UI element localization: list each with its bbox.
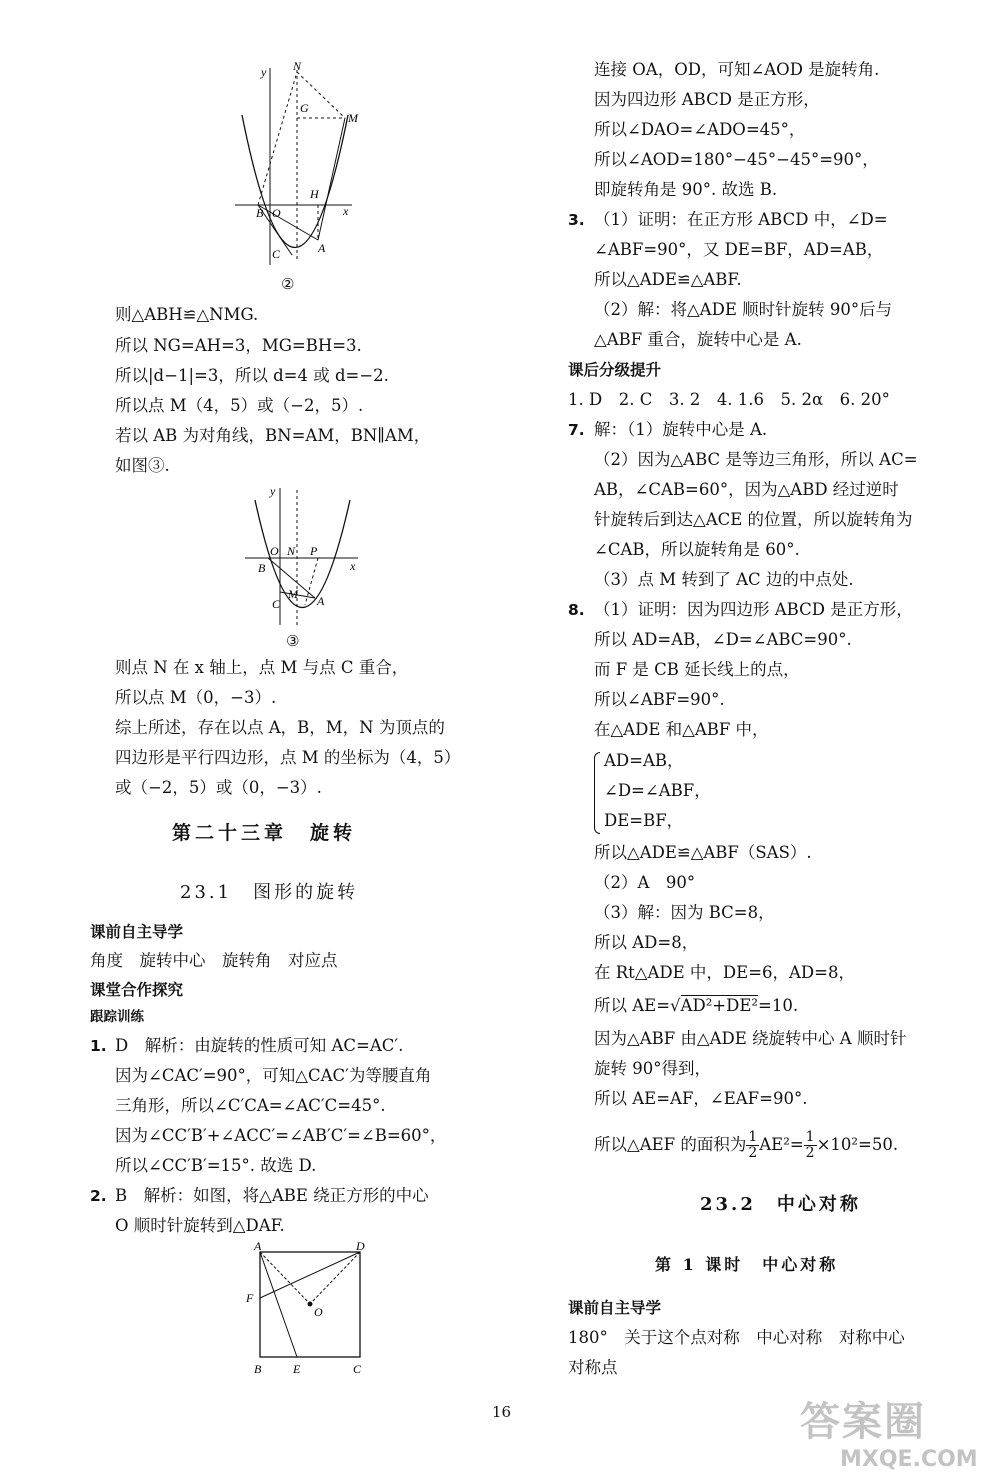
text-line: 因为△ABF 由△ADE 绕旋转中心 A 顺时针 bbox=[594, 1029, 907, 1048]
text-line: 四边形是平行四边形，点 M 的坐标为（4，5） bbox=[115, 748, 461, 767]
text-line: 所以点 M（0，−3）. bbox=[115, 688, 277, 707]
ae-root: AD²+DE² bbox=[680, 996, 759, 1015]
question-number: 3. bbox=[568, 211, 585, 229]
fig3-label-a: A bbox=[317, 594, 325, 608]
chapter-title: 第二十三章 旋转 bbox=[172, 822, 357, 844]
text-line: 解：（1）旋转中心是 A. bbox=[594, 420, 768, 439]
text-line: 则点 N 在 x 轴上，点 M 与点 C 重合， bbox=[115, 658, 409, 677]
fig3-label-b: B bbox=[258, 561, 266, 575]
text-line: 所以|d−1|=3，所以 d=4 或 d=−2. bbox=[115, 366, 389, 385]
text-line: 所以∠ABF=90°. bbox=[594, 690, 725, 709]
fig2-label-n: N bbox=[293, 60, 302, 73]
text-line: （2）A 90° bbox=[594, 873, 696, 892]
ae-formula bbox=[594, 996, 798, 1016]
watermark bbox=[800, 1390, 995, 1472]
section-title-23-2: 23.2 中心对称 bbox=[700, 1194, 861, 1215]
figure-square-rotation bbox=[240, 1240, 370, 1380]
text-line: 所以 NG=AH=3，MG=BH=3. bbox=[115, 336, 362, 355]
fig2-label-x: x bbox=[343, 204, 349, 218]
area-suffix: ×10²=50. bbox=[816, 1135, 899, 1154]
equation-system-brace bbox=[594, 752, 600, 834]
question-number: 8. bbox=[568, 601, 585, 619]
heading-preview: 课前自主导学 bbox=[90, 923, 184, 941]
text-line: 在△ADE 和△ABF 中， bbox=[594, 720, 769, 739]
fig3-label-c: C bbox=[272, 597, 281, 611]
fig3-label-p: P bbox=[310, 544, 318, 558]
figure-2-parabola bbox=[230, 60, 370, 275]
text-line: 综上所述，存在以点 A，B，M，N 为顶点的 bbox=[115, 718, 445, 737]
watermark-url: MXQE.COM bbox=[840, 1447, 978, 1472]
sq-label-a: A bbox=[254, 1240, 262, 1253]
section-title-23-1: 23.1 图形的旋转 bbox=[180, 882, 359, 903]
text-line: 因为∠CC′B′+∠ACC′=∠AB′C′=∠B=60°， bbox=[115, 1126, 447, 1145]
figure-3-parabola bbox=[240, 480, 370, 630]
text-line: （3）点 M 转到了 AC 边的中点处. bbox=[594, 570, 854, 589]
question-number: 1. bbox=[90, 1037, 107, 1055]
system-line: DE=BF， bbox=[604, 811, 684, 830]
text-line: 在 Rt△ADE 中，DE=6，AD=8， bbox=[594, 963, 855, 982]
sq-label-e: E bbox=[293, 1362, 301, 1376]
text-line: 连接 OA，OD，可知∠AOD 是旋转角. bbox=[594, 60, 880, 79]
text-line: B 解析：如图，将△ABE 绕正方形的中心 bbox=[115, 1186, 429, 1205]
lesson-title: 第 1 课时 中心对称 bbox=[655, 1255, 839, 1274]
fig2-label-y: y bbox=[261, 65, 267, 79]
text-line: （1）证明：在正方形 ABCD 中，∠D= bbox=[594, 210, 888, 229]
fig2-label-h: H bbox=[310, 187, 319, 201]
fig2-label-b: B bbox=[256, 206, 264, 220]
text-line: 所以∠CC′B′=15°. 故选 D. bbox=[115, 1156, 317, 1175]
text-line: （2）解：将△ADE 顺时针旋转 90°后与 bbox=[594, 300, 893, 319]
fig2-label-m: M bbox=[348, 111, 358, 125]
text-line: 而 F 是 CB 延长线上的点， bbox=[594, 660, 800, 679]
text-line: 若以 AB 为对角线，BN=AM，BN∥AM， bbox=[115, 426, 431, 445]
text-line: 三角形，所以∠C′CA=∠AC′C=45°. bbox=[115, 1096, 386, 1115]
sqrt-sign: √ bbox=[670, 996, 681, 1015]
ae-suffix: =10. bbox=[758, 996, 799, 1015]
text-line: 所以△ADE≌△ABF. bbox=[594, 270, 742, 289]
text-line: △ABF 重合，旋转中心是 A. bbox=[594, 330, 802, 349]
fig2-label-c: C bbox=[272, 247, 281, 261]
heading-preview: 课前自主导学 bbox=[568, 1299, 662, 1317]
text-line: 所以∠AOD=180°−45°−45°=90°， bbox=[594, 150, 879, 169]
question-number: 7. bbox=[568, 421, 585, 439]
fraction-one-half: $\frac{1}{2}$ bbox=[805, 1129, 815, 1161]
text-line: O 顺时针旋转到△DAF. bbox=[115, 1216, 285, 1235]
question-number: 2. bbox=[90, 1187, 107, 1205]
heading-track-training: 跟踪训练 bbox=[90, 1009, 144, 1025]
text-line: ∠CAB，所以旋转角是 60°. bbox=[594, 540, 800, 559]
text-line: （1）证明：因为四边形 ABCD 是正方形， bbox=[594, 600, 913, 619]
fig3-label-x: x bbox=[350, 559, 356, 573]
fig3-label-m: M bbox=[288, 587, 298, 601]
sq-label-b: B bbox=[254, 1362, 262, 1376]
text-line: 所以点 M（4，5）或（−2，5）. bbox=[115, 396, 364, 415]
sq-label-d: D bbox=[356, 1240, 365, 1253]
area-formula bbox=[594, 1128, 898, 1162]
fig3-label-y: y bbox=[270, 484, 276, 498]
text-line: 旋转 90°得到， bbox=[594, 1059, 711, 1078]
sq-label-c: C bbox=[353, 1362, 362, 1376]
text-line: 所以 AD=AB，∠D=∠ABC=90°. bbox=[594, 630, 852, 649]
text-line: 所以△ADE≌△ABF（SAS）. bbox=[594, 843, 812, 862]
text-line: （2）因为△ABC 是等边三角形，所以 AC= bbox=[594, 450, 918, 469]
text-line: 即旋转角是 90°. 故选 B. bbox=[594, 180, 778, 199]
sq-label-o: O bbox=[314, 1305, 323, 1319]
figure-2-caption: ② bbox=[281, 275, 295, 293]
preview-answers: 角度 旋转中心 旋转角 对应点 bbox=[90, 951, 338, 970]
fig3-label-n: N bbox=[287, 544, 296, 558]
sq-label-f: F bbox=[246, 1291, 254, 1305]
fig2-label-g: G bbox=[300, 101, 309, 115]
text-line: 所以∠DAO=∠ADO=45°， bbox=[594, 120, 806, 139]
text-line: AB，∠CAB=60°，因为△ABD 经过逆时 bbox=[594, 480, 899, 499]
heading-class-explore: 课堂合作探究 bbox=[90, 981, 184, 999]
fraction-one-half: $\frac{1}{2}$ bbox=[748, 1129, 758, 1161]
ae-prefix: 所以 AE= bbox=[594, 996, 671, 1015]
answers-1-6: 1. D 2. C 3. 2 4. 1.6 5. 2α 6. 20° bbox=[568, 390, 890, 409]
page-number: 16 bbox=[492, 1403, 512, 1421]
figure-3-caption: ③ bbox=[286, 632, 300, 650]
fig2-label-o: O bbox=[272, 206, 281, 220]
preview-answers: 180° 关于这个点对称 中心对称 对称中心 bbox=[568, 1328, 905, 1347]
text-line: 因为∠CAC′=90°，可知△CAC′为等腰直角 bbox=[115, 1066, 432, 1085]
text-line: D 解析：由旋转的性质可知 AC=AC′. bbox=[115, 1036, 404, 1055]
text-line: 因为四边形 ABCD 是正方形， bbox=[594, 90, 820, 109]
area-mid: AE²= bbox=[759, 1135, 804, 1154]
text-line: 针旋转后到达△ACE 的位置，所以旋转角为 bbox=[594, 510, 913, 529]
fig2-label-a: A bbox=[318, 241, 326, 255]
text-line: 如图③. bbox=[115, 456, 170, 475]
text-line: 或（−2，5）或（0，−3）. bbox=[115, 778, 322, 797]
text-line: （3）解：因为 BC=8， bbox=[594, 903, 775, 922]
preview-answers: 对称点 bbox=[568, 1358, 618, 1377]
fig3-label-o: O bbox=[270, 544, 279, 558]
area-prefix: 所以△AEF 的面积为 bbox=[594, 1135, 747, 1154]
system-line: AD=AB， bbox=[604, 751, 684, 770]
text-line: ∠ABF=90°，又 DE=BF，AD=AB， bbox=[594, 240, 884, 259]
heading-after-class: 课后分级提升 bbox=[568, 361, 662, 379]
system-line: ∠D=∠ABF， bbox=[604, 781, 711, 800]
text-line: 则△ABH≌△NMG. bbox=[115, 305, 259, 324]
text-line: 所以 AE=AF，∠EAF=90°. bbox=[594, 1089, 808, 1108]
watermark-logo-text: 答案圈 bbox=[800, 1399, 926, 1445]
text-line: 所以 AD=8， bbox=[594, 933, 699, 952]
